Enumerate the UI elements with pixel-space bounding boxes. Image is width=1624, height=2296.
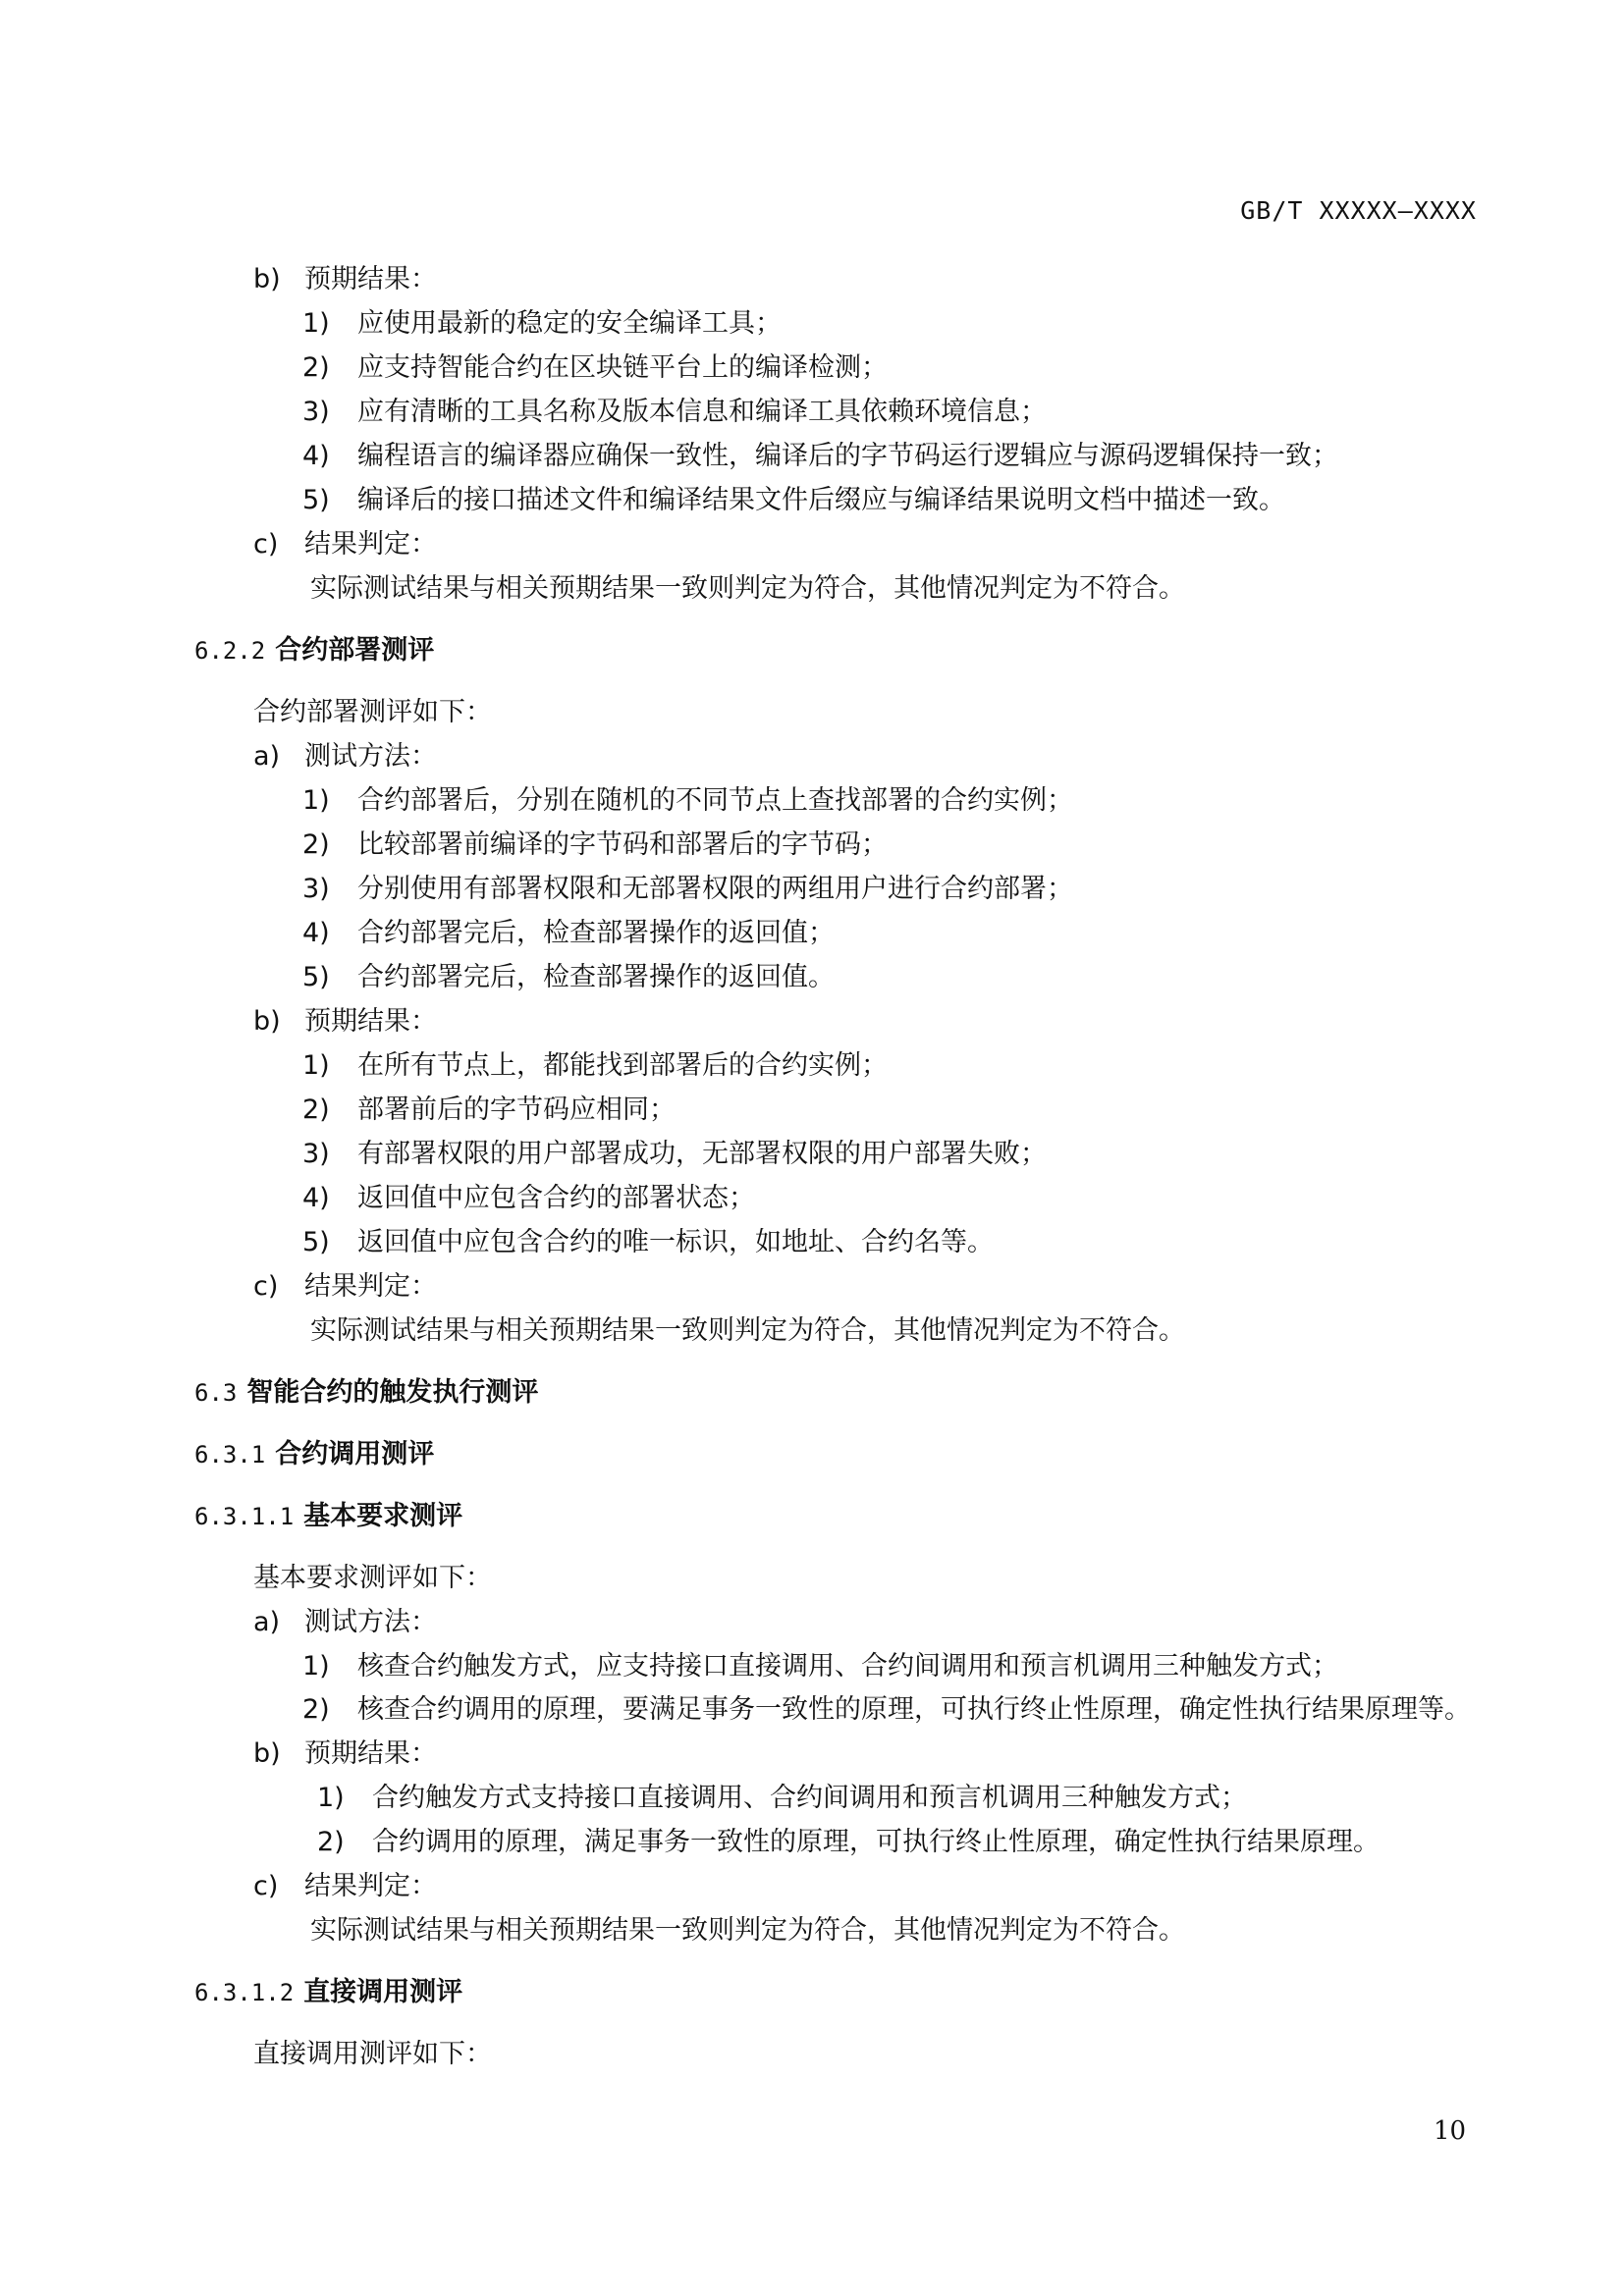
section-intro: 直接调用测评如下： xyxy=(253,2039,492,2069)
item-text: 合约部署完后，检查部署操作的返回值； xyxy=(357,918,835,948)
list-item xyxy=(194,1043,1481,1088)
item-text: 合约部署后，分别在随机的不同节点上查找部署的合约实例； xyxy=(357,785,1073,816)
item-marker: a) xyxy=(253,741,281,772)
item-text: 返回值中应包含合约的唯一标识，如地址、合约名等。 xyxy=(357,1227,994,1257)
item-text: 核查合约调用的原理，要满足事务一致性的原理，可执行终止性原理，确定性执行结果原理等。 xyxy=(357,1694,1471,1725)
section-intro: 合约部署测评如下： xyxy=(253,697,492,727)
item-label: 结果判定： xyxy=(304,1871,437,1901)
section-number: 6.3.1.1 xyxy=(194,1503,295,1530)
section-heading-6-3-1-1 xyxy=(194,1494,1481,1538)
section-heading-6-3 xyxy=(194,1370,1481,1415)
item-number: 4) xyxy=(302,1183,330,1213)
item-text: 返回值中应包含合约的部署状态； xyxy=(357,1183,755,1213)
list-item xyxy=(194,778,1481,823)
item-text: 合约调用的原理，满足事务一致性的原理，可执行终止性原理，确定性执行结果原理。 xyxy=(372,1827,1380,1857)
list-item xyxy=(194,1820,1481,1864)
item-marker: b) xyxy=(253,1738,281,1769)
section-title: 智能合约的触发执行测评 xyxy=(246,1377,539,1408)
result-text: 实际测试结果与相关预期结果一致则判定为符合，其他情况判定为不符合。 xyxy=(310,1315,1185,1346)
list-item xyxy=(194,1176,1481,1220)
item-number: 2) xyxy=(302,829,330,860)
list-item xyxy=(194,867,1481,911)
item-label: 结果判定： xyxy=(304,529,437,560)
page-number: 10 xyxy=(1434,2116,1467,2146)
list-item xyxy=(194,346,1481,390)
result-text: 实际测试结果与相关预期结果一致则判定为符合，其他情况判定为不符合。 xyxy=(310,573,1185,604)
item-marker: c) xyxy=(253,1871,279,1901)
list-item-b xyxy=(194,257,1481,301)
item-number: 1) xyxy=(302,785,330,816)
item-label: 测试方法： xyxy=(304,741,437,772)
result-text: 实际测试结果与相关预期结果一致则判定为符合，其他情况判定为不符合。 xyxy=(310,1915,1185,1946)
section-number: 6.3.1.2 xyxy=(194,1979,295,2006)
item-number: 3) xyxy=(302,397,330,427)
section-number: 6.3 xyxy=(194,1379,238,1407)
item-text: 编译后的接口描述文件和编译结果文件后缀应与编译结果说明文档中描述一致。 xyxy=(357,485,1285,515)
item-number: 5) xyxy=(302,1227,330,1257)
item-number: 2) xyxy=(302,1095,330,1125)
list-item-a xyxy=(194,1600,1481,1644)
item-text: 部署前后的字节码应相同； xyxy=(357,1095,676,1125)
item-number: 5) xyxy=(302,485,330,515)
item-number: 2) xyxy=(317,1827,345,1857)
item-number: 3) xyxy=(302,1139,330,1169)
item-label: 预期结果： xyxy=(304,1738,437,1769)
list-item-b xyxy=(194,1732,1481,1776)
list-item xyxy=(194,1644,1481,1688)
list-item xyxy=(194,1776,1481,1820)
list-item xyxy=(194,911,1481,955)
section-heading-6-3-1-2 xyxy=(194,1970,1481,2014)
item-number: 2) xyxy=(302,352,330,383)
page-content xyxy=(194,257,1481,2076)
item-marker: b) xyxy=(253,264,281,294)
item-marker: c) xyxy=(253,529,279,560)
item-number: 1) xyxy=(302,1050,330,1081)
item-label: 结果判定： xyxy=(304,1271,437,1302)
section-heading-6-3-1 xyxy=(194,1432,1481,1476)
list-item xyxy=(194,955,1481,999)
item-text: 合约触发方式支持接口直接调用、合约间调用和预言机调用三种触发方式； xyxy=(372,1783,1247,1813)
item-text: 应支持智能合约在区块链平台上的编译检测； xyxy=(357,352,888,383)
item-number: 3) xyxy=(302,874,330,904)
list-item xyxy=(194,1688,1481,1732)
item-text: 有部署权限的用户部署成功，无部署权限的用户部署失败； xyxy=(357,1139,1047,1169)
item-label: 测试方法： xyxy=(304,1607,437,1637)
item-number: 1) xyxy=(317,1783,345,1813)
list-item-c xyxy=(194,522,1481,566)
item-text: 分别使用有部署权限和无部署权限的两组用户进行合约部署； xyxy=(357,874,1073,904)
list-item-b xyxy=(194,999,1481,1043)
item-marker: c) xyxy=(253,1271,279,1302)
item-marker: a) xyxy=(253,1607,281,1637)
list-item xyxy=(194,1132,1481,1176)
section-title: 直接调用测评 xyxy=(303,1977,463,2007)
item-number: 4) xyxy=(302,441,330,471)
list-item-a xyxy=(194,734,1481,778)
section-number: 6.3.1 xyxy=(194,1441,266,1468)
list-item-c xyxy=(194,1864,1481,1908)
section-title: 合约部署测评 xyxy=(275,635,435,666)
list-item xyxy=(194,1088,1481,1132)
list-item xyxy=(194,434,1481,478)
section-title: 合约调用测评 xyxy=(275,1439,435,1469)
document-id-header: GB/T XXXXX—XXXX xyxy=(1240,196,1477,225)
section-intro: 基本要求测评如下： xyxy=(253,1563,492,1593)
item-marker: b) xyxy=(253,1006,281,1037)
item-number: 5) xyxy=(302,962,330,992)
item-text: 编程语言的编译器应确保一致性，编译后的字节码运行逻辑应与源码逻辑保持一致； xyxy=(357,441,1338,471)
item-number: 4) xyxy=(302,918,330,948)
item-text: 应有清晰的工具名称及版本信息和编译工具依赖环境信息； xyxy=(357,397,1047,427)
list-item xyxy=(194,478,1481,522)
item-text: 在所有节点上，都能找到部署后的合约实例； xyxy=(357,1050,888,1081)
list-item xyxy=(194,1220,1481,1264)
item-number: 2) xyxy=(302,1694,330,1725)
item-text: 核查合约触发方式，应支持接口直接调用、合约间调用和预言机调用三种触发方式； xyxy=(357,1651,1338,1682)
list-item xyxy=(194,390,1481,434)
item-label: 预期结果： xyxy=(304,264,437,294)
list-item xyxy=(194,823,1481,867)
section-heading-6-2-2 xyxy=(194,628,1481,672)
item-number: 1) xyxy=(302,1651,330,1682)
item-label: 预期结果： xyxy=(304,1006,437,1037)
list-item xyxy=(194,301,1481,346)
item-text: 应使用最新的稳定的安全编译工具； xyxy=(357,308,782,339)
list-item-c xyxy=(194,1264,1481,1308)
item-number: 1) xyxy=(302,308,330,339)
item-text: 比较部署前编译的字节码和部署后的字节码； xyxy=(357,829,888,860)
section-title: 基本要求测评 xyxy=(303,1501,463,1531)
section-number: 6.2.2 xyxy=(194,637,266,665)
item-text: 合约部署完后，检查部署操作的返回值。 xyxy=(357,962,835,992)
